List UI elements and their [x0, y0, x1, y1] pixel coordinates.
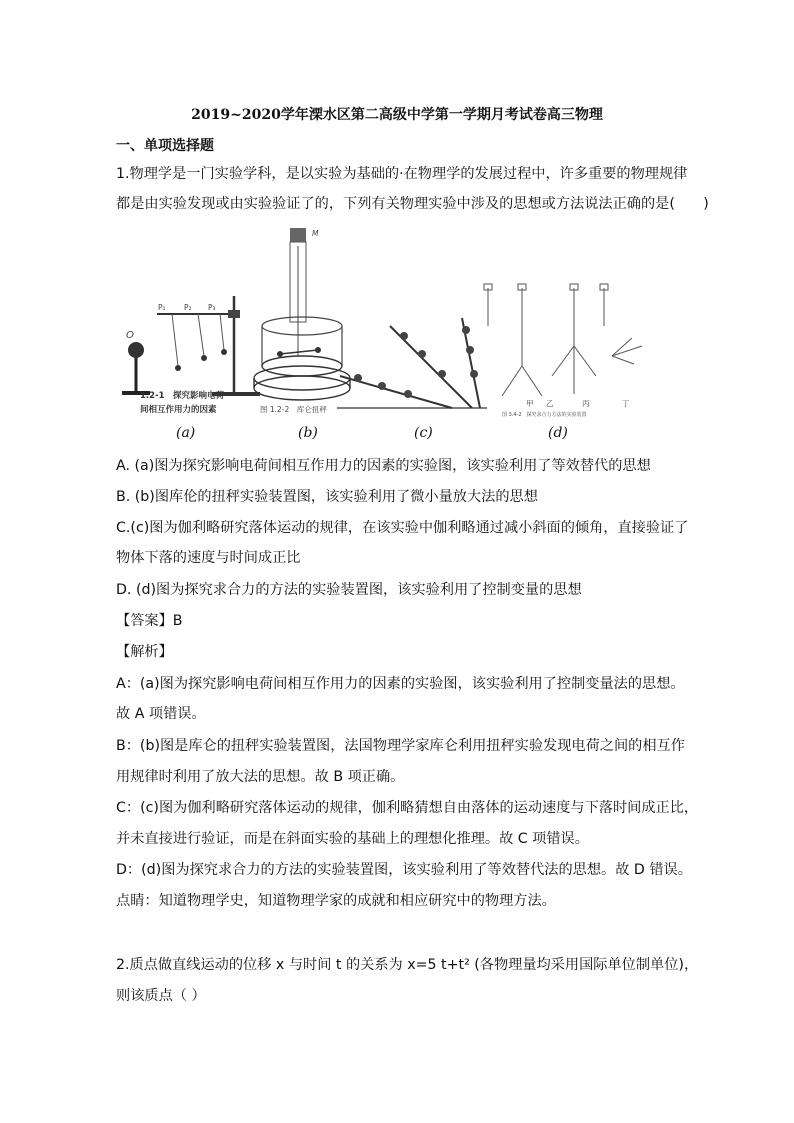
- analysis-a-line-1: A：(a)图为探究影响电荷间相互作用力的因素的实验图，该实验利用了控制变量法的思想。: [116, 676, 685, 692]
- option-c-line-1: C.(c)图为伽利略研究落体运动的规律，在该实验中伽利略通过减小斜面的倾角，直接验证了: [116, 520, 689, 536]
- option-d: D. (d)图为探究求合力的方法的实验装置图，该实验利用了控制变量的思想: [116, 582, 582, 598]
- analysis-tip: 点睛：知道物理学史，知道物理学家的成就和相应研究中的物理方法。: [116, 893, 556, 909]
- option-b: B. (b)图库伦的扭秤实验装置图，该实验利用了微小量放大法的思想: [116, 489, 538, 505]
- label-p3: P₃: [208, 303, 216, 312]
- analysis-title: 【解析】: [116, 644, 173, 660]
- analysis-c-line-2: 并未直接进行验证，而是在斜面实验的基础上的理想化推理。故 C 项错误。: [116, 831, 589, 847]
- figure-label-c: (c): [414, 425, 433, 441]
- analysis-b-line-2: 用规律时利用了放大法的思想。故 B 项正确。: [116, 769, 405, 785]
- label-ding: 丁: [622, 399, 630, 408]
- figure-b-torsion-balance: [254, 228, 350, 414]
- figure-label-b: (b): [298, 425, 318, 441]
- figure-label-a: (a): [176, 425, 196, 441]
- question-1-figure: [112, 226, 672, 448]
- caption-a-line-1: 1.2-1 探究影响电荷: [140, 391, 225, 401]
- label-p2: P₂: [184, 303, 192, 312]
- caption-a-line-2: 间相互作用力的因素: [140, 405, 217, 415]
- figure-a-charges: [122, 296, 260, 415]
- figure-c-inclined-planes: [337, 318, 487, 408]
- figure-label-d: (d): [548, 425, 568, 441]
- answer: 【答案】B: [116, 613, 183, 629]
- question-2-line-2: 则该质点（ ）: [116, 988, 206, 1004]
- option-c-line-2: 物体下落的速度与时间成正比: [116, 550, 301, 566]
- figure-d-force-composition: [484, 284, 642, 418]
- question-1-stem-line-2: 都是由实验发现或由实验验证了的，下列有关物理实验中涉及的思想或方法说法正确的是( ): [116, 196, 709, 212]
- caption-d: 图 3.4-2 探究求合力方法的实验装置: [502, 412, 587, 418]
- label-o: O: [126, 330, 134, 341]
- caption-b: 图 1.2-2 库仑扭秤: [260, 405, 327, 414]
- label-p1: P₁: [158, 303, 166, 312]
- label-m: M: [312, 229, 319, 238]
- option-a: A. (a)图为探究影响电荷间相互作用力的因素的实验图，该实验利用了等效替代的思想: [116, 458, 651, 474]
- label-bing: 丙: [582, 399, 590, 408]
- analysis-a-line-2: 故 A 项错误。: [116, 706, 206, 722]
- experiment-figure-svg: [112, 226, 672, 448]
- question-2-line-1: 2.质点做直线运动的位移 x 与时间 t 的关系为 x=5 t+t² (各物理量均采用国际单位制单位)，: [116, 957, 699, 973]
- analysis-c-line-1: C：(c)图为伽利略研究落体运动的规律，伽利略猜想自由落体的运动速度与下落时间成正比，: [116, 800, 699, 816]
- label-jia: 甲: [526, 399, 534, 408]
- analysis-b-line-1: B：(b)图是库仑的扭秤实验装置图，法国物理学家库仑利用扭秤实验发现电荷之间的相互作: [116, 738, 685, 754]
- page-title: 2019~2020学年溧水区第二高级中学第一学期月考试卷高三物理: [191, 107, 603, 123]
- question-1-stem-line-1: 1.物理学是一门实验学科，是以实验为基础的·在物理学的发展过程中，许多重要的物理规律: [116, 166, 688, 182]
- analysis-d-line-1: D：(d)图为探究求合力的方法的实验装置图，该实验利用了等效替代法的思想。故 D 错误。: [116, 862, 692, 878]
- label-yi: 乙: [546, 399, 554, 408]
- section-heading: 一、单项选择题: [116, 138, 214, 154]
